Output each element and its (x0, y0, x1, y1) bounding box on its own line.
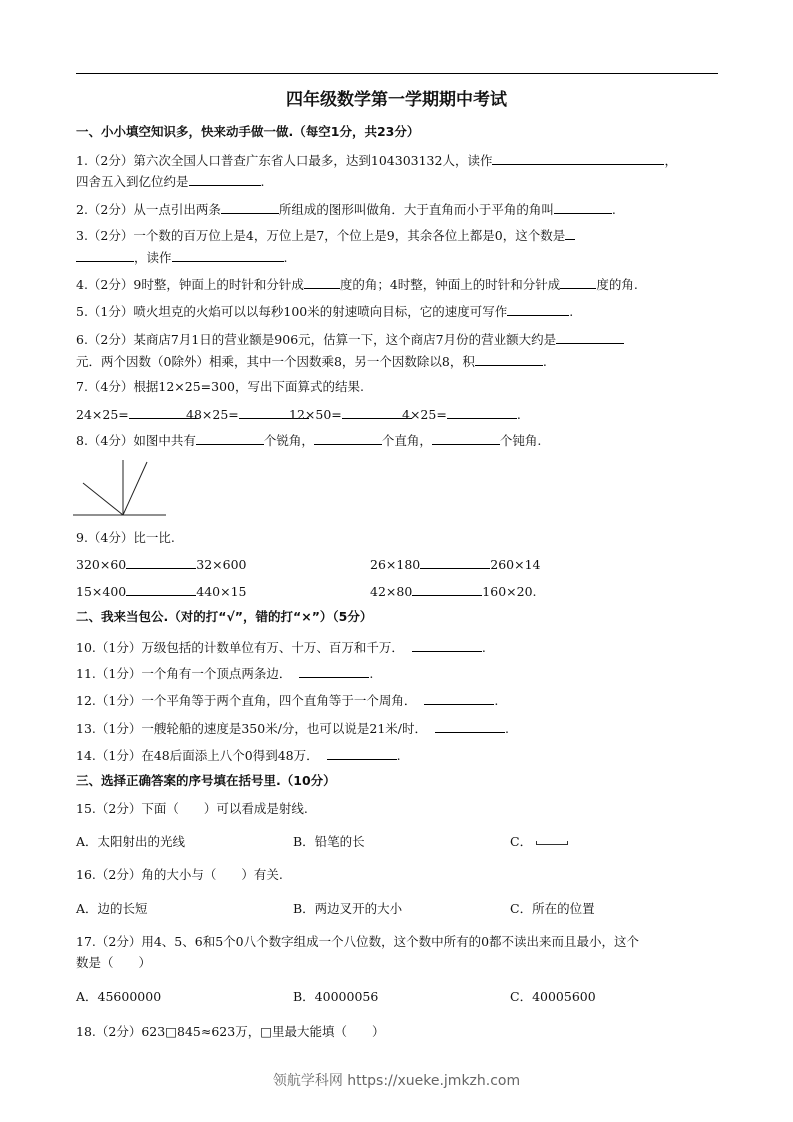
q17-option-c[interactable]: C．40005600 (510, 989, 596, 1004)
question-16: 16.（2分）角的大小与（ ）有关. (76, 867, 283, 882)
q15-option-a[interactable]: A．太阳射出的光线 (76, 834, 186, 849)
expr: 48×25= (186, 407, 239, 422)
answer-blank[interactable] (412, 638, 482, 652)
q9-compare-1 (76, 555, 247, 574)
question-11 (76, 664, 373, 683)
q17-option-b[interactable]: B．40000056 (293, 989, 379, 1004)
question-13 (76, 719, 509, 738)
end-dot: . (481, 640, 486, 655)
q8-text: 8.（4分）如图中共有 (76, 433, 196, 448)
question-7: 7.（4分）根据12×25=300，写出下面算式的结果. (76, 379, 364, 394)
question-10 (76, 638, 486, 657)
q6-text2: 元．两个因数（0除外）相乘，其中一个因数乘8，另一个因数除以8，积 (76, 354, 475, 369)
answer-blank[interactable] (126, 582, 196, 596)
q9-compare-3 (76, 582, 247, 601)
q8-text2: 个锐角， (263, 433, 314, 448)
q6-text: 6.（2分）某商店7月1日的营业额是906元，估算一下，这个商店7月份的营业额大约是 (76, 332, 557, 347)
q5-text: 5.（1分）喷火坦克的火焰可以以每秒100米的射速喷向目标，它的速度可写作 (76, 304, 508, 319)
q1-text2: 四舍五入到亿位约是 (76, 174, 189, 189)
expr: 440×15 (196, 584, 247, 599)
q15-option-c[interactable] (510, 833, 568, 851)
answer-blank[interactable] (420, 555, 490, 569)
q12-text: 12.（1分）一个平角等于两个直角，四个直角等于一个周角． (76, 693, 417, 708)
q17-option-a[interactable]: A．45600000 (76, 989, 162, 1004)
ray-segment-icon (536, 841, 568, 845)
expr: 15×400 (76, 584, 127, 599)
answer-blank[interactable] (299, 664, 369, 678)
q3-end: . (283, 250, 288, 265)
expr: 4×25= (402, 407, 447, 422)
q14-text: 14.（1分）在48后面添上八个0得到48万． (76, 748, 319, 763)
q4-end: 度的角. (596, 277, 638, 292)
question-17-cont: 数是（ ） (76, 955, 152, 970)
answer-blank[interactable] (424, 691, 494, 705)
section-1-heading: 一、小小填空知识多，快来动手做一做.（每空1分，共23分） (76, 124, 420, 139)
q2-text2: 所组成的图形叫做角．大于直角而小于平角的角叫 (278, 202, 554, 217)
option-label: C． (510, 834, 533, 849)
question-18: 18.（2分）623□845≈623万，□里最大能填（ ） (76, 1024, 385, 1039)
page-title: 四年级数学第一学期期中考试 (286, 90, 507, 110)
section-3-heading: 三、选择正确答案的序号填在括号里.（10分） (76, 773, 336, 788)
expr: 160×20. (482, 584, 537, 599)
q2-text: 2.（2分）从一点引出两条 (76, 202, 221, 217)
question-14 (76, 746, 401, 765)
q16-option-b[interactable]: B．两边叉开的大小 (293, 901, 403, 916)
angle-rays (73, 460, 166, 515)
answer-blank[interactable] (126, 555, 196, 569)
answer-blank[interactable] (327, 746, 397, 760)
q10-text: 10.（1分）万级包括的计数单位有万、十万、百万和千万． (76, 640, 404, 655)
end-dot: . (396, 748, 401, 763)
expr: 260×14 (490, 557, 541, 572)
q11-text: 11.（1分）一个角有一个顶点两条边． (76, 666, 292, 681)
q7-end: . (516, 407, 521, 422)
q16-option-a[interactable]: A．边的长短 (76, 901, 148, 916)
question-12 (76, 691, 498, 710)
q3-text: 3.（2分）一个数的百万位上是4，万位上是7，个位上是9，其余各位上都是0，这个数是 (76, 228, 566, 243)
q16-option-c[interactable]: C．所在的位置 (510, 901, 595, 916)
q8-text4: 个钝角. (499, 433, 542, 448)
answer-blank[interactable] (435, 719, 505, 733)
q9-compare-2 (370, 555, 541, 574)
q5-end: . (569, 304, 574, 319)
end-dot: . (505, 721, 510, 736)
question-9: 9.（4分）比一比. (76, 530, 175, 545)
expr: 320×60 (76, 557, 127, 572)
expr: 32×600 (196, 557, 247, 572)
answer-blank[interactable] (412, 582, 482, 596)
q1-end: . (260, 174, 265, 189)
expr: 12×50= (289, 407, 342, 422)
footer-watermark: 领航学科网 https://xueke.jmkzh.com (272, 1073, 521, 1089)
q2-end: . (611, 202, 616, 217)
end-dot: . (369, 666, 374, 681)
q15-option-b[interactable]: B．铅笔的长 (293, 834, 365, 849)
q1-punct: ， (664, 153, 677, 168)
q6-end: . (542, 354, 547, 369)
q8-text3: 个直角， (381, 433, 432, 448)
section-2-heading: 二、我来当包公.（对的打“√”，错的打“×”）（5分） (76, 609, 373, 624)
expr: 42×80 (370, 584, 413, 599)
q4-text2: 度的角；4时整，钟面上的时针和分针成 (339, 277, 561, 292)
q9-compare-4 (370, 582, 537, 601)
expr: 26×180 (370, 557, 421, 572)
expr: 24×25= (76, 407, 129, 422)
question-15: 15.（2分）下面（ ）可以看成是射线. (76, 801, 308, 816)
question-17: 17.（2分）用4、5、6和5个0八个数字组成一个八位数，这个数中所有的0都不读出来而且最小，这个 (76, 934, 640, 949)
end-dot: . (494, 693, 499, 708)
q4-text: 4.（2分）9时整，钟面上的时针和分针成 (76, 277, 304, 292)
q13-text: 13.（1分）一艘轮船的速度是350米/分，也可以说是21米/时． (76, 721, 428, 736)
q3-text2: ，读作 (134, 250, 172, 265)
q1-text: 1.（2分）第六次全国人口普查广东省人口最多，达到104303132人，读作 (76, 153, 493, 168)
